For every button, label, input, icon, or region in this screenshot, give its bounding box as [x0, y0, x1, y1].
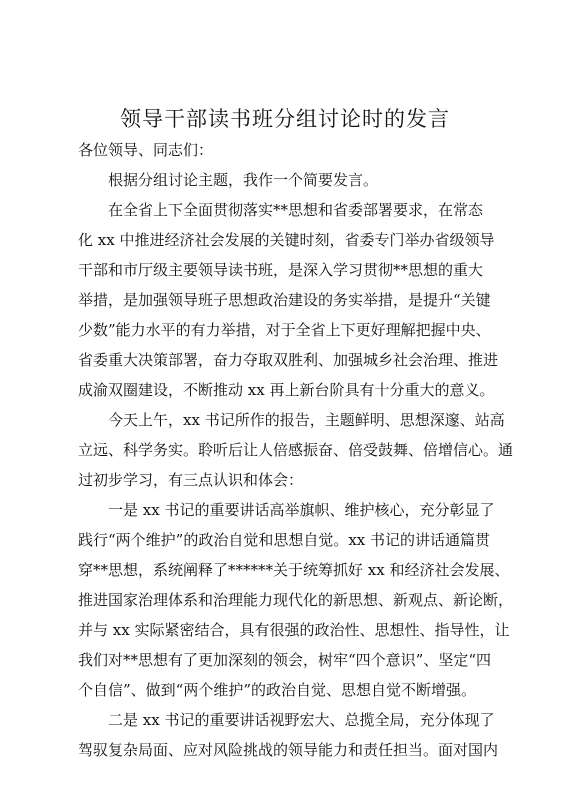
paragraph-line: 省委重大决策部署，奋力夺取双胜利、加强城乡社会治理、推进 — [78, 351, 499, 369]
paragraph-line: 我们对**思想有了更加深刻的领会，树牢“四个意识”、坚定“四 — [78, 651, 492, 669]
paragraph-line: 推进国家治理体系和治理能力现代化的新思想、新观点、新论断， — [78, 591, 514, 609]
paragraph-line: 成渝双圈建设，不断推动 xx 再上新台阶具有十分重大的意义。 — [78, 381, 495, 399]
paragraph-line: 一是 xx 书记的重要讲话高举旗帜、维护核心，充分彰显了 — [108, 501, 495, 519]
paragraph-line: 少数”能力水平的有力举措，对于全省上下更好理解把握中央、 — [78, 321, 491, 339]
paragraph-line: 举措，是加强领导班子思想政治建设的务实举措，是提升“关键 — [78, 291, 491, 309]
paragraph-line: 个自信”、做到“两个维护”的政治自觉、思想自觉不断增强。 — [78, 681, 477, 699]
paragraph-line: 立远、科学务实。聆听后让人倍感振奋、倍受鼓舞、倍增信心。通 — [78, 441, 514, 459]
paragraph-line: 驾驭复杂局面、应对风险挑战的领导能力和责任担当。面对国内 — [78, 741, 499, 759]
paragraph-line: 二是 xx 书记的重要讲话视野宏大、总揽全局，充分体现了 — [108, 711, 495, 729]
paragraph-line: 穿**思想，系统阐释了******关于统筹抓好 xx 和经济社会发展、 — [78, 561, 510, 579]
paragraph-line: 今天上午，xx 书记所作的报告，主题鲜明、思想深邃、站高 — [108, 411, 505, 429]
salutation-line: 各位领导、同志们： — [78, 141, 214, 159]
paragraph-line: 根据分组讨论主题，我作一个简要发言。 — [108, 171, 379, 189]
paragraph-line: 并与 xx 实际紧密结合，具有很强的政治性、思想性、指导性，让 — [78, 621, 510, 639]
paragraph-line: 过初步学习，有三点认识和体会： — [78, 471, 304, 489]
paragraph-line: 化 xx 中推进经济社会发展的关键时刻，省委专门举办省级领导 — [78, 231, 495, 249]
paragraph-line: 践行“两个维护”的政治自觉和思想自觉。xx 书记的讲话通篇贯 — [78, 531, 491, 549]
document-title: 领导干部读书班分组讨论时的发言 — [120, 107, 450, 131]
paragraph-line: 在全省上下全面贯彻落实**思想和省委部署要求，在常态 — [108, 201, 484, 219]
paragraph-line: 干部和市厅级主要领导读书班，是深入学习贯彻**思想的重大 — [78, 261, 484, 279]
